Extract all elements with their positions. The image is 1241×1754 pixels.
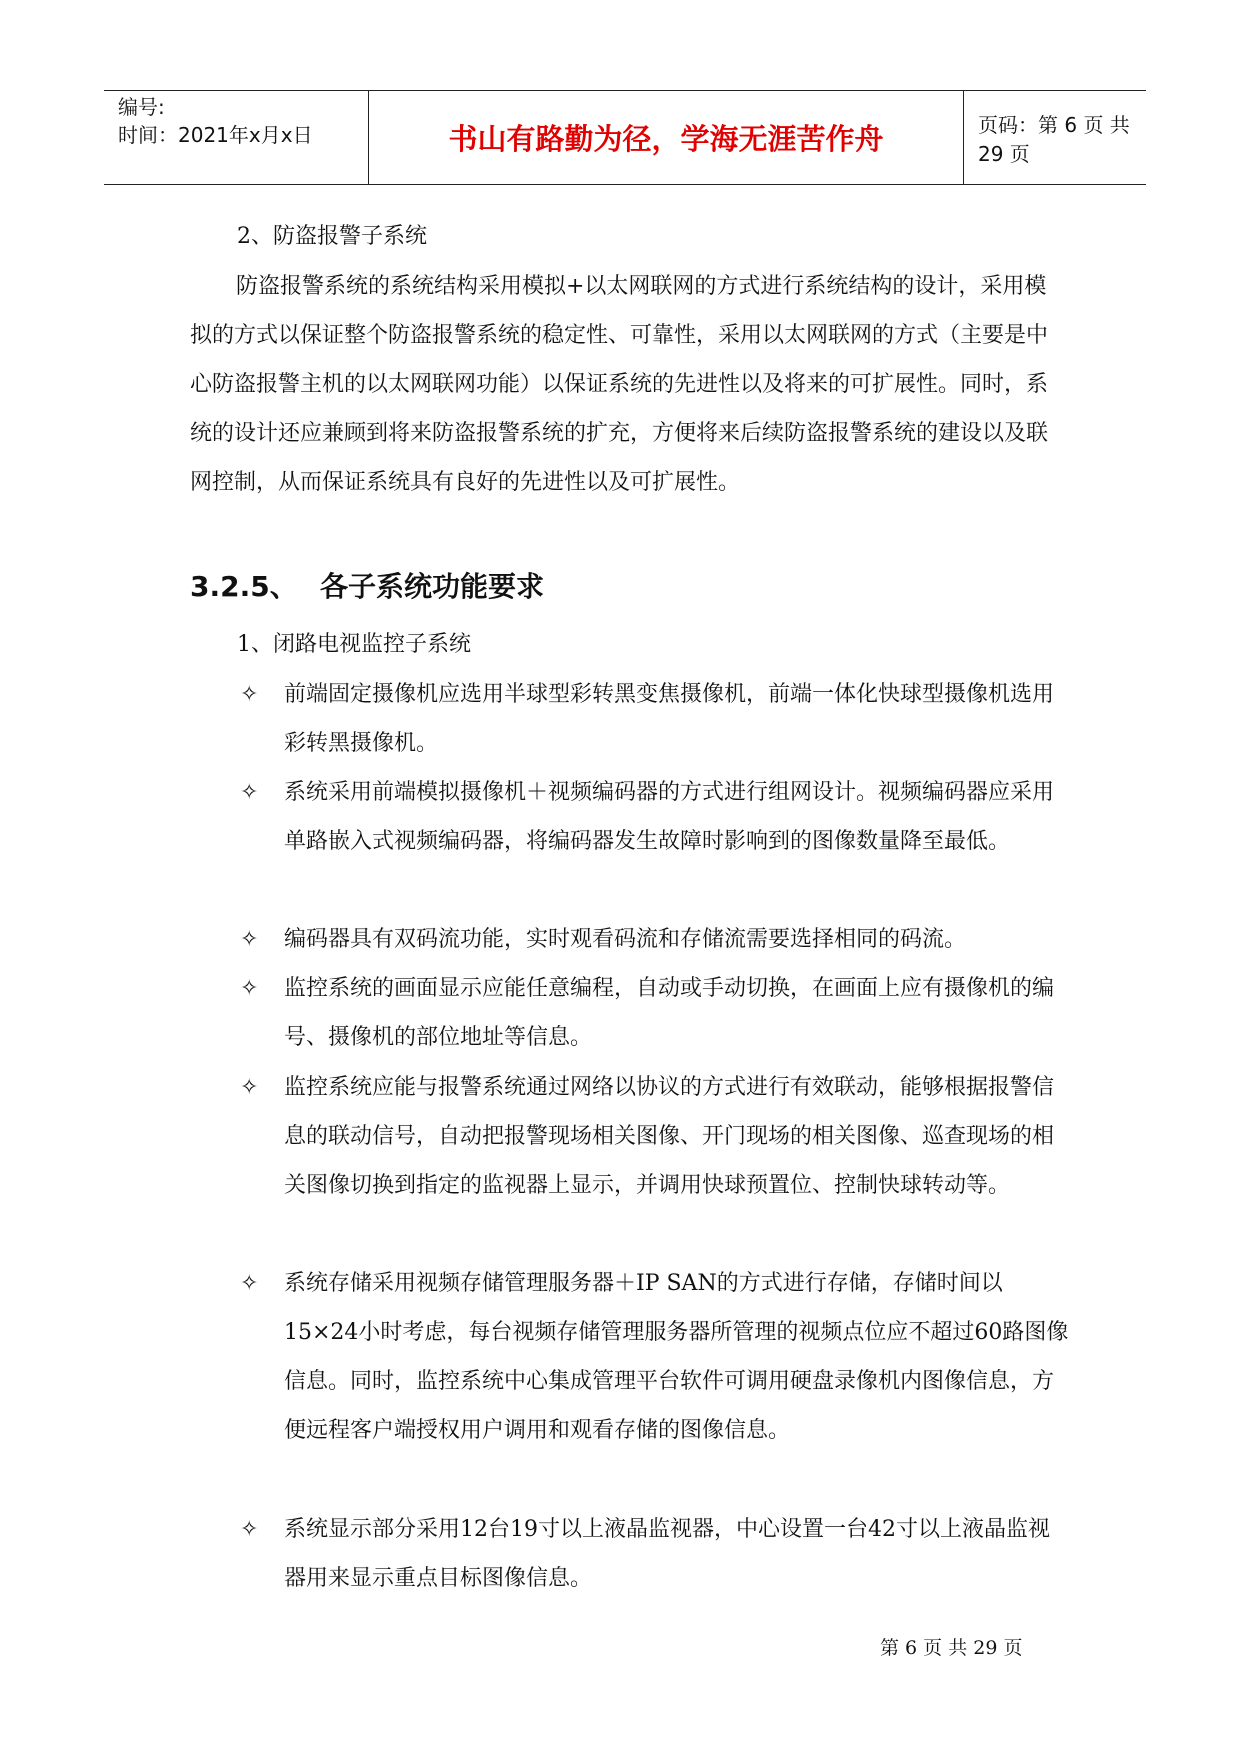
list-item <box>240 915 1070 964</box>
bullet-icon: ✧ <box>240 1075 259 1100</box>
list-item-text: 系统采用前端模拟摄像机＋视频编码器的方式进行组网设计。视频编码器应采用单路嵌入式视频编码器，将编码器发生故障时影响到的图像数量降至最低。 <box>284 780 1055 854</box>
subsection-title: 1、闭路电视监控子系统 <box>237 632 471 657</box>
page-footer: 第 6 页 共 29 页 <box>880 1637 1023 1659</box>
list-item-text: 系统显示部分采用12台19寸以上液晶监视器，中心设置一台42寸以上液晶监视器用来显示重点目标图像信息。 <box>284 1517 1050 1591</box>
list-item-text: 编码器具有双码流功能，实时观看码流和存储流需要选择相同的码流。 <box>284 927 967 952</box>
bullet-icon: ✧ <box>240 1271 259 1296</box>
list-item <box>240 768 1070 866</box>
heading-number: 3.2.5、 <box>190 570 298 603</box>
section2-title: 2、防盗报警子系统 <box>237 224 427 249</box>
list-item-text: 监控系统的画面显示应能任意编程，自动或手动切换，在画面上应有摄像机的编号、摄像机的部位地址等信息。 <box>284 976 1055 1050</box>
bullet-icon: ✧ <box>240 976 259 1001</box>
bullet-icon: ✧ <box>240 927 259 952</box>
bullet-icon: ✧ <box>240 682 259 707</box>
header-divider <box>963 91 964 184</box>
header-page-label: 页码：第 6 页 共 29 页 <box>978 112 1130 166</box>
header-meta <box>118 93 368 149</box>
list-item <box>240 1063 1070 1210</box>
list-item-text: 前端固定摄像机应选用半球型彩转黑变焦摄像机，前端一体化快球型摄像机选用彩转黑摄像机。 <box>284 682 1055 756</box>
bullet-icon: ✧ <box>240 780 259 805</box>
list-item-text: 监控系统应能与报警系统通过网络以协议的方式进行有效联动，能够根据报警信息的联动信号，自动把报警现场相关图像、开门现场的相关图像、巡查现场的相关图像切换到指定的监视器上显示，并调用快球预置位、控制快球转动等。 <box>284 1075 1055 1198</box>
bullet-icon: ✧ <box>240 1517 259 1542</box>
heading-title: 各子系统功能要求 <box>320 570 545 603</box>
page-header <box>104 90 1146 185</box>
section2-paragraph: 防盗报警系统的系统结构采用模拟+以太网联网的方式进行系统结构的设计，采用模拟的方式以保证整个防盗报警系统的稳定性、可靠性，采用以太网联网的方式（主要是中心防盗报警主机的以太网联网功能）以保证系统的先进性以及将来的可扩展性。同时，系统的设计还应兼顾到将来防盗报警系统的扩充，方便将来后续防盗报警系统的建设以及联网控制，从而保证系统具有良好的先进性以及可扩展性。 <box>190 274 1049 495</box>
list-item <box>240 1259 1070 1455</box>
list-item-text: 系统存储采用视频存储管理服务器＋IP SAN的方式进行存储，存储时间以15×24小时考虑，每台视频存储管理服务器所管理的视频点位应不超过60路图像信息。同时，监控系统中心集成管理平台软件可调用硬盘录像机内图像信息，方便远程客户端授权用户调用和观看存储的图像信息。 <box>284 1271 1069 1443</box>
number-label: 编号: <box>118 95 165 119</box>
header-motto: 书山有路勤为径，学海无涯苦作舟 <box>448 122 884 156</box>
list-item <box>240 670 1070 768</box>
time-label: 时间：2021年x月x日 <box>118 123 313 147</box>
section-heading <box>190 565 544 605</box>
list-item <box>240 964 1070 1062</box>
list-item <box>240 1505 1070 1603</box>
